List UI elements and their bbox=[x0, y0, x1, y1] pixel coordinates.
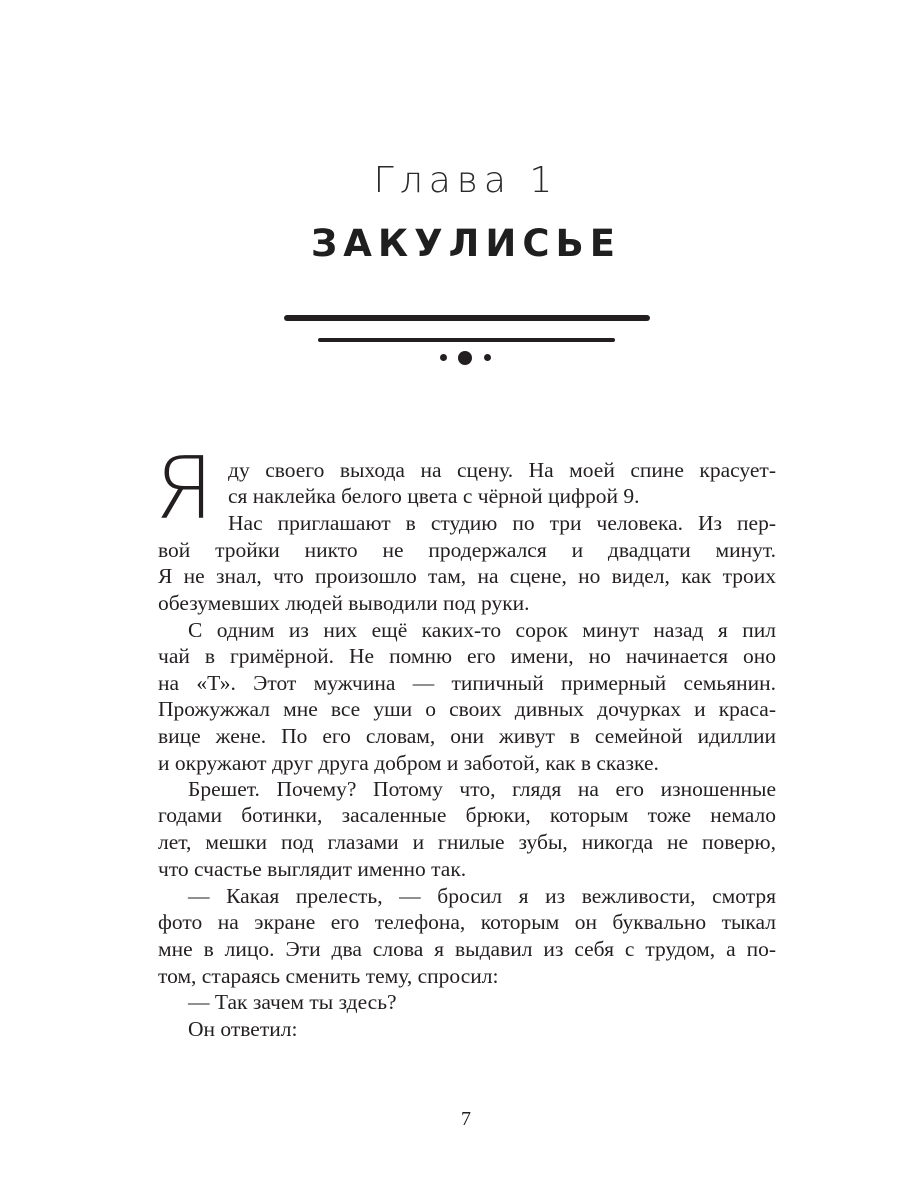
text-line: на «Т». Этот мужчина — типичный примерный семьянин. bbox=[158, 671, 776, 695]
chapter-number: Глава 1 bbox=[373, 160, 559, 201]
text-line: — Какая прелесть, — бросил я из вежливости, смотря bbox=[188, 884, 776, 908]
text-line: годами ботинки, засаленные брюки, которым тоже немало bbox=[158, 803, 776, 827]
page-number: 7 bbox=[461, 1108, 471, 1130]
text-line: мне в лицо. Эти два слова я выдавил из себя с трудом, а по- bbox=[158, 937, 776, 961]
text-line: том, стараясь сменить тему, спросил: bbox=[158, 964, 499, 988]
text-line: вице жене. По его словам, они живут в семейной идиллии bbox=[158, 724, 776, 748]
text-line: Он ответил: bbox=[188, 1017, 298, 1041]
text-line: что счастье выглядит именно так. bbox=[158, 857, 467, 881]
text-line: и окружают друг друга добром и заботой, как в сказке. bbox=[158, 751, 659, 775]
text-line: Брешет. Почему? Потому что, глядя на его изношенные bbox=[188, 777, 776, 801]
text-line: ду своего выхода на сцену. На моей спине красует- bbox=[228, 458, 776, 482]
text-line: лет, мешки под глазами и гнилые зубы, никогда не поверю, bbox=[158, 830, 776, 854]
ornament-dot-left bbox=[440, 354, 447, 361]
text-line: чай в гримёрной. Не помню его имени, но начинается оно bbox=[158, 644, 776, 668]
text-line: Прожужжал мне все уши о своих дивных дочурках и краса- bbox=[158, 697, 776, 721]
ornament-dot-center bbox=[458, 351, 472, 365]
text-line: фото на экране его телефона, которым он буквально тыкал bbox=[158, 910, 776, 934]
chapter-title: ЗАКУЛИСЬЕ bbox=[310, 222, 622, 265]
text-line: обезумевших людей выводили под руки. bbox=[158, 591, 530, 615]
text-line: Нас приглашают в студию по три человека. Из пер- bbox=[228, 511, 776, 535]
ornament-line-bottom bbox=[318, 338, 615, 342]
drop-cap: Я bbox=[154, 439, 214, 539]
text-line: вой тройки никто не продержался и двадцати минут. bbox=[158, 538, 776, 562]
ornament-dot-right bbox=[484, 354, 491, 361]
text-line: — Так зачем ты здесь? bbox=[188, 990, 397, 1014]
text-line: Я не знал, что произошло там, на сцене, но видел, как троих bbox=[158, 564, 776, 588]
text-line: С одним из них ещё каких-то сорок минут назад я пил bbox=[188, 618, 776, 642]
ornament-line-top bbox=[284, 315, 650, 321]
text-line: ся наклейка белого цвета с чёрной цифрой 9. bbox=[228, 484, 640, 508]
